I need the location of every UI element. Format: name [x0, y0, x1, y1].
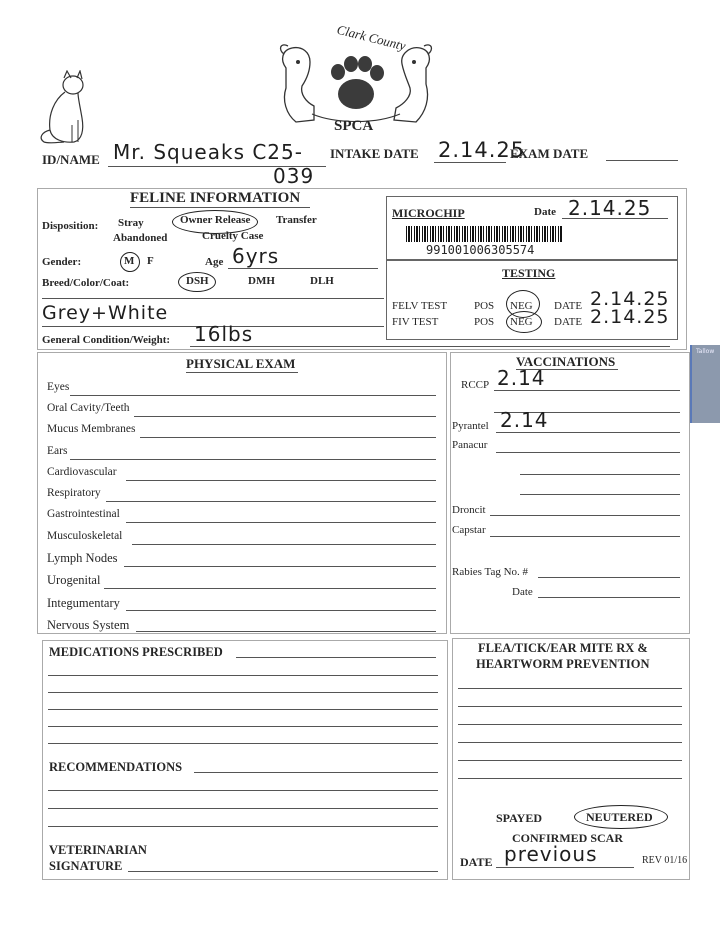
exam-uro: Urogenital: [47, 573, 101, 587]
exam-mucus-line: [140, 437, 436, 438]
microchip-date-line: [562, 218, 668, 219]
exam-eyes: Eyes: [47, 381, 70, 393]
flea-date-value[interactable]: previous: [504, 842, 598, 866]
microchip-label: MICROCHIP: [392, 206, 465, 220]
exam-oral: Oral Cavity/Teeth: [47, 402, 130, 414]
recommendations-line: [194, 772, 438, 773]
medications-title: MEDICATIONS PRESCRIBED: [49, 645, 223, 659]
exam-date-label: EXAM DATE: [510, 146, 589, 161]
org-name: Clark County: [335, 21, 408, 54]
pyrantel-label: Pyrantel: [452, 420, 489, 432]
exam-musculo-line: [132, 544, 436, 545]
id-name-label: ID/NAME: [42, 152, 100, 167]
spayed-option[interactable]: SPAYED: [496, 811, 543, 825]
exam-integ: Integumentary: [47, 596, 120, 610]
intake-date-line: [434, 162, 506, 163]
panacur-label: Panacur: [452, 439, 488, 451]
exam-ears-line: [70, 459, 436, 460]
microchip-barcode: [406, 226, 562, 242]
capstar-label: Capstar: [452, 524, 486, 536]
felv-pos[interactable]: POS: [474, 300, 495, 312]
neutered-option[interactable]: NEUTERED: [586, 810, 653, 824]
confirmed-scar-label: CONFIRMED SCAR: [512, 831, 623, 845]
exam-integ-line: [126, 610, 436, 611]
vacc-blank-line-2: [520, 474, 680, 475]
flea-line-6: [458, 778, 682, 779]
gender-m[interactable]: M: [124, 255, 135, 267]
flea-date-label: DATE: [460, 855, 493, 869]
physical-exam-title: PHYSICAL EXAM: [186, 356, 296, 371]
exam-oral-line: [134, 416, 436, 417]
medications-title-line: [236, 657, 436, 658]
age-line: [228, 268, 378, 269]
breed-dlh[interactable]: DLH: [310, 275, 334, 287]
feline-info-title: FELINE INFORMATION: [130, 190, 301, 206]
breed-dsh[interactable]: DSH: [186, 275, 209, 287]
vacc-blank-line-3: [520, 494, 680, 495]
disposition-transfer[interactable]: Transfer: [276, 214, 317, 226]
breed-label: Breed/Color/Coat:: [42, 277, 130, 289]
panacur-line: [496, 452, 680, 453]
pyrantel-line: [496, 432, 680, 433]
flea-title-1: FLEA/TICK/EAR MITE RX &: [478, 641, 648, 655]
org-short: SPCA: [334, 118, 374, 134]
rabies-tag-line: [538, 577, 680, 578]
felv-date-value[interactable]: 2.14.25: [590, 288, 670, 310]
med-line-3: [48, 709, 438, 710]
vaccinations-box: [450, 352, 690, 634]
flea-date-line: [496, 867, 634, 868]
condition-label: General Condition/Weight:: [42, 334, 171, 346]
microchip-date-value[interactable]: 2.14.25: [568, 196, 652, 220]
exam-lymph-line: [124, 566, 436, 567]
fiv-neg[interactable]: NEG: [510, 316, 533, 328]
exam-uro-line: [104, 588, 436, 589]
rec-line-1: [48, 790, 438, 791]
age-label: Age: [205, 256, 224, 268]
droncit-label: Droncit: [452, 504, 486, 516]
felv-test-label: FELV TEST: [392, 300, 448, 312]
exam-cardio: Cardiovascular: [47, 466, 117, 478]
rccp-line: [494, 390, 680, 391]
flea-line-4: [458, 742, 682, 743]
rccp-value[interactable]: 2.14: [497, 366, 546, 390]
med-line-5: [48, 743, 438, 744]
fiv-date-label: DATE: [554, 316, 583, 328]
age-value[interactable]: 6yrs: [232, 244, 280, 268]
med-line-1: [48, 675, 438, 676]
disposition-owner-release[interactable]: Owner Release: [180, 214, 251, 226]
exam-mucus: Mucus Membranes: [47, 423, 136, 435]
disposition-abandoned[interactable]: Abandoned: [113, 232, 168, 244]
weight-value[interactable]: 16lbs: [194, 322, 254, 346]
droncit-line: [490, 515, 680, 516]
flea-line-2: [458, 706, 682, 707]
vaccinations-title: VACCINATIONS: [516, 354, 616, 369]
flea-line-3: [458, 724, 682, 725]
rccp-label: RCCP: [461, 379, 490, 391]
rabies-date-label: Date: [512, 586, 533, 598]
microchip-date-label: Date: [534, 206, 556, 218]
exam-resp-line: [106, 501, 436, 502]
exam-nervous-line: [136, 631, 436, 632]
vet-signature-label-1: VETERINARIAN: [49, 843, 147, 857]
exam-resp: Respiratory: [47, 487, 101, 499]
recommendations-label: RECOMMENDATIONS: [49, 760, 183, 774]
revision-label: REV 01/16: [642, 855, 688, 866]
fiv-pos[interactable]: POS: [474, 316, 495, 328]
intake-date-value[interactable]: 2.14.25: [438, 138, 526, 162]
feline-info-title-underline: [130, 207, 310, 208]
felv-neg[interactable]: NEG: [510, 300, 533, 312]
capstar-line: [490, 536, 680, 537]
rabies-tag-label: Rabies Tag No. #: [452, 566, 529, 578]
disposition-label: Disposition:: [42, 220, 99, 232]
exam-ears: Ears: [47, 445, 68, 457]
vet-signature-label-2: SIGNATURE: [49, 859, 123, 873]
physical-exam-underline: [186, 372, 298, 373]
flea-line-1: [458, 688, 682, 689]
exam-lymph: Lymph Nodes: [47, 551, 118, 565]
exam-gastro-line: [126, 522, 436, 523]
pyrantel-value[interactable]: 2.14: [500, 408, 549, 432]
exam-gastro: Gastrointestinal: [47, 508, 120, 520]
exam-date-line: [606, 160, 678, 161]
testing-title: TESTING: [502, 266, 556, 280]
fiv-test-label: FIV TEST: [392, 316, 439, 328]
fiv-date-value[interactable]: 2.14.25: [590, 306, 670, 328]
med-line-4: [48, 726, 438, 727]
disposition-stray[interactable]: Stray: [118, 217, 144, 229]
color-value[interactable]: Grey+White: [42, 302, 169, 324]
med-line-2: [48, 692, 438, 693]
gender-label: Gender:: [42, 256, 82, 268]
exam-nervous: Nervous System: [47, 618, 130, 632]
side-tab-text: Tallow: [696, 348, 715, 355]
breed-dmh[interactable]: DMH: [248, 275, 275, 287]
exam-eyes-line: [70, 395, 436, 396]
gender-f[interactable]: F: [147, 255, 154, 267]
disposition-cruelty-case[interactable]: Cruelty Case: [202, 230, 264, 242]
flea-line-5: [458, 760, 682, 761]
id-name-value-2: 039: [273, 164, 315, 188]
condition-line: [190, 346, 670, 347]
flea-title-2: HEARTWORM PREVENTION: [476, 657, 650, 671]
id-name-value[interactable]: Mr. Squeaks C25-: [113, 140, 303, 164]
exam-cardio-line: [126, 480, 436, 481]
cat-illustration: [34, 70, 94, 146]
rec-line-3: [48, 826, 438, 827]
rec-line-2: [48, 808, 438, 809]
rabies-date-line: [538, 597, 680, 598]
exam-musculo: Musculoskeletal: [47, 530, 123, 542]
intake-date-label: INTAKE DATE: [330, 146, 419, 161]
breed-line: [42, 298, 384, 299]
side-tab: [690, 345, 720, 423]
vet-signature-line: [128, 871, 438, 872]
felv-date-label: DATE: [554, 300, 583, 312]
microchip-number: 991001006305574: [426, 243, 535, 257]
